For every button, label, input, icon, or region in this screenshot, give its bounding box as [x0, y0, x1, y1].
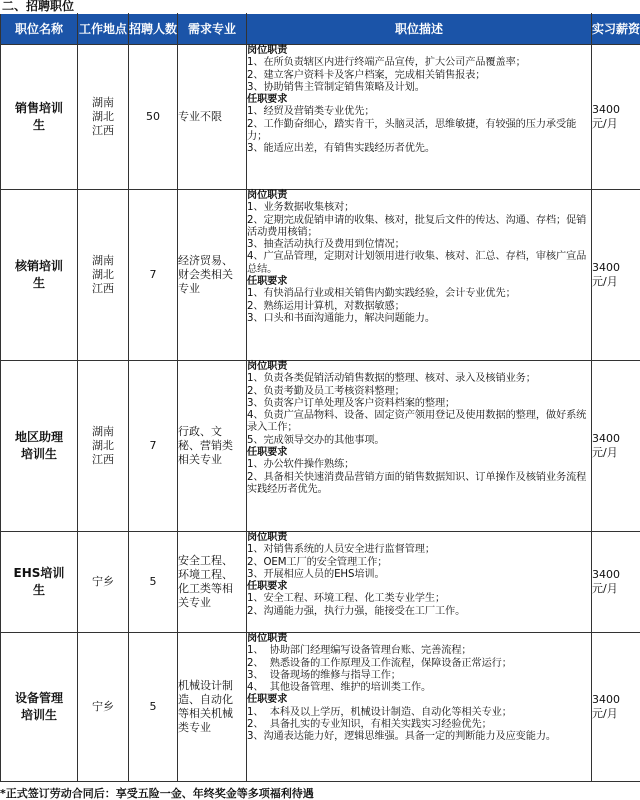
- job-major: 安全工程、环境工程、化工类等相关专业: [178, 532, 247, 633]
- duty-item: 1、在所负责辖区内进行终端产品宣传，扩大公司产品覆盖率；: [247, 57, 526, 69]
- header-major: 需求专业: [178, 14, 247, 45]
- job-position: 地区助理培训生: [1, 361, 78, 532]
- job-position: 销售培训生: [1, 45, 78, 190]
- job-position: 核销培训生: [1, 190, 78, 361]
- header-position: 职位名称: [1, 14, 78, 45]
- job-major: 机械设计制造、自动化等相关机械类专业: [178, 633, 247, 782]
- job-position: 设备管理培训生: [1, 633, 78, 782]
- duty-item: 5、完成领导交办的其他事项。: [247, 434, 385, 446]
- job-count: 5: [129, 633, 178, 782]
- job-location: 宁乡: [78, 633, 129, 782]
- job-major: 专业不限: [178, 45, 247, 190]
- duty-item: 3、抽查活动执行及费用到位情况；: [247, 239, 405, 251]
- duty-item: 2、建立客户资料卡及客户档案，完成相关销售报表；: [247, 69, 486, 81]
- duty-item: 4、负责广宣品物料、设备、固定资产领用登记及使用数据的整理，做好系统录入工作；: [247, 410, 587, 434]
- duty-item: 3、负责客户订单处理及客户资料档案的整理；: [247, 397, 456, 409]
- duty-item: 2、负责考勤及员工考核资料整理；: [247, 385, 405, 397]
- job-location: 湖南 湖北 江西: [78, 361, 129, 532]
- job-location: 宁乡: [78, 532, 129, 633]
- duty-item: 1、对销售系统的人员安全进行监督管理；: [247, 544, 435, 556]
- job-description: [247, 532, 592, 633]
- duty-item: 1、负责各类促销活动销售数据的整理、核对、录入及核销业务；: [247, 373, 536, 385]
- duty-item: 3、协助销售主管制定销售策略及计划。: [247, 81, 425, 93]
- requirement-item: 2、 具备扎实的专业知识，有相关实践实习经验优先；: [247, 719, 492, 731]
- jobs-table: [0, 13, 640, 782]
- job-major: 行政、文秘、营销类相关专业: [178, 361, 247, 532]
- job-salary: 3400元/月: [592, 361, 640, 532]
- header-description: 职位描述: [247, 14, 592, 45]
- table-row: [1, 190, 640, 361]
- section-title: 二、招聘职位: [2, 0, 75, 13]
- requirements-heading: 任职要求: [247, 276, 288, 288]
- job-count: 5: [129, 532, 178, 633]
- job-major: 经济贸易、财会类相关专业: [178, 190, 247, 361]
- duty-item: 2、OEM工厂的安全管理工作；: [247, 556, 388, 568]
- duties-heading: 岗位职责: [247, 633, 288, 644]
- requirements-heading: 任职要求: [247, 694, 288, 706]
- job-salary: 3400元/月: [592, 532, 640, 633]
- requirements-heading: 任职要求: [247, 94, 288, 106]
- requirement-item: 3、沟通表达能力好，逻辑思维强。具备一定的判断能力及应变能力。: [247, 731, 557, 743]
- job-salary: 3400元/月: [592, 45, 640, 190]
- header-count: 招聘人数: [129, 14, 178, 45]
- table-row: [1, 361, 640, 532]
- duty-item: 4、 其他设备管理、维护的培训类工作。: [247, 682, 432, 694]
- requirement-item: 1、有快消品行业或相关销售内勤实践经验，会计专业优先；: [247, 288, 516, 300]
- job-location: 湖南 湖北 江西: [78, 190, 129, 361]
- job-location: 湖南 湖北 江西: [78, 45, 129, 190]
- duties-heading: 岗位职责: [247, 361, 288, 372]
- header-location: 工作地点: [78, 14, 129, 45]
- job-description: [247, 190, 592, 361]
- footer-note: *正式签订劳动合同后：享受五险一金、年终奖金等多项福利待遇: [0, 787, 314, 800]
- requirement-item: 1、 本科及以上学历，机械设计制造、自动化等相关专业；: [247, 706, 512, 718]
- job-count: 7: [129, 190, 178, 361]
- requirement-item: 2、熟练运用计算机，对数据敏感；: [247, 300, 405, 312]
- duties-heading: 岗位职责: [247, 190, 288, 201]
- job-salary: 3400元/月: [592, 633, 640, 782]
- duty-item: 1、业务数据收集核对；: [247, 202, 355, 214]
- requirement-item: 3、口头和书面沟通能力，解决问题能力。: [247, 312, 435, 324]
- job-count: 7: [129, 361, 178, 532]
- table-row: [1, 45, 640, 190]
- duties-heading: 岗位职责: [247, 532, 288, 543]
- job-description: [247, 361, 592, 532]
- requirement-item: 1、安全工程、环境工程、化工类专业学生；: [247, 593, 446, 605]
- duty-item: 2、 熟悉设备的工作原理及工作流程，保障设备正常运行；: [247, 657, 512, 669]
- requirement-item: 1、经贸及营销类专业优先；: [247, 106, 375, 118]
- job-position: EHS培训生: [1, 532, 78, 633]
- duty-item: 2、定期完成促销申请的收集、核对，批复后文件的传达、沟通、存档；促销活动费用核销；: [247, 214, 587, 238]
- duties-heading: 岗位职责: [247, 45, 288, 56]
- header-salary: 实习薪资: [592, 14, 640, 45]
- job-count: 50: [129, 45, 178, 190]
- requirements-heading: 任职要求: [247, 581, 288, 593]
- requirements-heading: 任职要求: [247, 447, 288, 459]
- table-row: [1, 532, 640, 633]
- table-header-row: [1, 14, 640, 45]
- requirement-item: 2、沟通能力强，执行力强，能接受在工厂工作。: [247, 605, 466, 617]
- job-description: [247, 45, 592, 190]
- duty-item: 1、 协助部门经理编写设备管理台账、完善流程；: [247, 645, 472, 657]
- requirement-item: 1、办公软件操作熟练；: [247, 459, 355, 471]
- requirement-item: 2、工作勤奋细心，踏实肯干，头脑灵活，思维敏捷，有较强的压力承受能力；: [247, 118, 577, 143]
- duty-item: 4、广宣品管理，定期对计划领用进行收集、核对、汇总、存档，审核广宣品总结。: [247, 251, 587, 275]
- job-description: [247, 633, 592, 782]
- duty-item: 3、 设备现场的维修与指导工作；: [247, 669, 401, 681]
- table-row: [1, 633, 640, 782]
- duty-item: 3、开展相应人员的EHS培训。: [247, 568, 385, 580]
- requirement-item: 2、具备相关快速消费品营销方面的销售数据知识、订单操作及核销业务流程实践经历者优先。: [247, 471, 587, 495]
- job-salary: 3400元/月: [592, 190, 640, 361]
- requirement-item: 3、能适应出差，有销售实践经历者优先。: [247, 143, 435, 155]
